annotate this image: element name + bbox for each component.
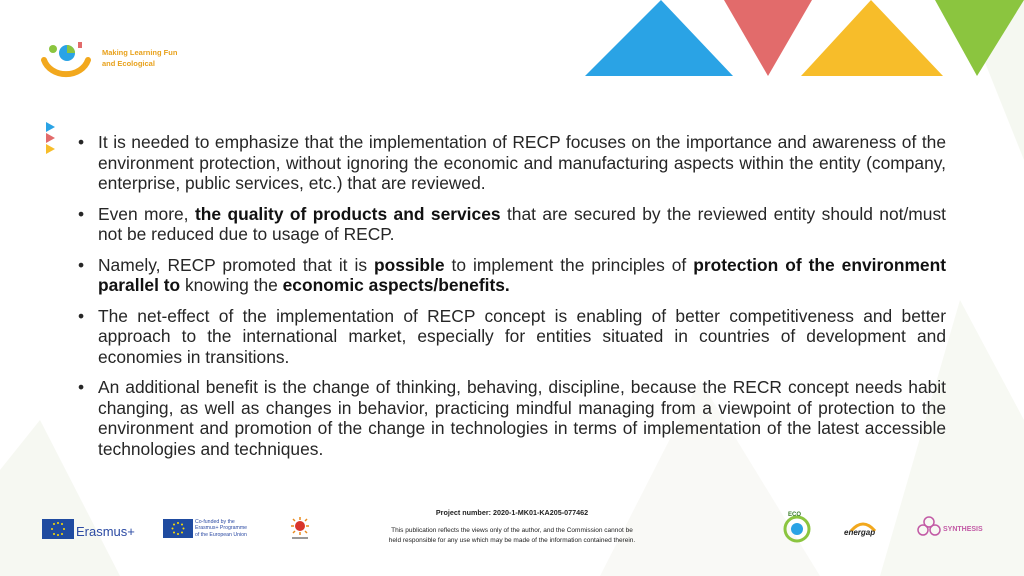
bullet-4-text: The net-effect of the implementation of RECP concept is enabling of better competitiveness and better approach to the international market, especially for entities situated in countries of development and economies in transitions.: [98, 305, 946, 367]
eco-logo-icon: [781, 514, 813, 544]
bullet-2-text-a: Even more,: [98, 203, 195, 224]
bullet-3-text-b: to implement the principles of: [444, 254, 694, 275]
eu-flag-icon: [42, 519, 74, 539]
bullet-item: [78, 255, 946, 296]
logo-line-1: Making Learning Fun: [102, 48, 178, 57]
project-info: [300, 508, 724, 546]
side-marker-icon: [46, 122, 56, 154]
bullet-dot: •: [78, 132, 85, 152]
logo-line-2: and Ecological: [102, 59, 155, 68]
partner-synthesis-label: SYNTHESIS: [943, 526, 983, 533]
logo-text: [102, 47, 177, 69]
cofunded-line-1: Co-funded by the: [195, 519, 235, 525]
cofunded-line-2: Erasmus+ Programme: [195, 525, 248, 532]
eu-flag-cofund-icon: [163, 519, 193, 538]
triangle-red: [724, 0, 812, 76]
bullet-3-text-a: Namely, RECP promoted that it is: [98, 254, 375, 275]
disclaimer: [300, 526, 724, 546]
synthesis-logo-icon: [916, 514, 942, 540]
erasmus-plus-label: Erasmus+: [76, 524, 135, 539]
bullet-item: [78, 377, 946, 459]
bullet-3-bold-a: possible: [374, 254, 445, 275]
partner-eco-label: ECO: [788, 512, 802, 518]
bullet-item: [78, 204, 946, 245]
project-logo: [40, 38, 200, 80]
triangle-yellow: [801, 0, 943, 76]
disclaimer-line-1: This publication reflects the views only of the author, and the Commission cannot be: [391, 527, 633, 534]
cofunded-text: [195, 519, 247, 538]
decorative-triangles: [585, 0, 1024, 80]
disclaimer-line-2: held responsible for any use which may be made of the information contained therein.: [388, 537, 636, 544]
bullet-dot: •: [78, 377, 85, 397]
bullet-3-text-c: knowing the: [180, 275, 283, 295]
bullet-dot: •: [78, 305, 85, 326]
bullet-1-text: It is needed to emphasize that the implementation of RECP focuses on the importance and awareness of the environment protection, without ignoring the economic and manufacturing aspects within the entity (company, enterprise, public services, etc.) that are reviewed.: [98, 132, 946, 193]
bullet-2-bold-a: the quality of products and services: [194, 203, 501, 224]
bullet-5-text: An additional benefit is the change of thinking, behaving, discipline, because the RECR concept needs habit changing, as well as changes in behavior, practicing mindful managing from a viewpoint of protection to the environment and promotion of the change in technologies in terms of implementation of the latest accessible technologies and techniques.: [98, 377, 946, 459]
logo-mark-icon: [40, 38, 100, 80]
cofunded-line-3: of the European Union: [195, 531, 247, 538]
bullet-list: [78, 132, 946, 469]
triangle-green: [935, 0, 1024, 76]
project-number: Project number: 2020-1-MK01-KA205-077462: [435, 508, 589, 517]
partner-energap-label: energap: [844, 528, 876, 537]
triangle-blue: [585, 0, 733, 76]
bullet-2-text-b: that are secured by the reviewed entity should not/must not be reduced due to usage of RECP.: [98, 203, 946, 244]
bullet-item: [78, 306, 946, 368]
bullet-3-bold-b: protection of the environment parallel to: [98, 254, 947, 295]
bullet-dot: •: [78, 203, 85, 224]
bullet-3-bold-c: economic aspects/benefits.: [282, 275, 510, 295]
bullet-dot: •: [78, 254, 85, 275]
bullet-item: [78, 132, 946, 194]
